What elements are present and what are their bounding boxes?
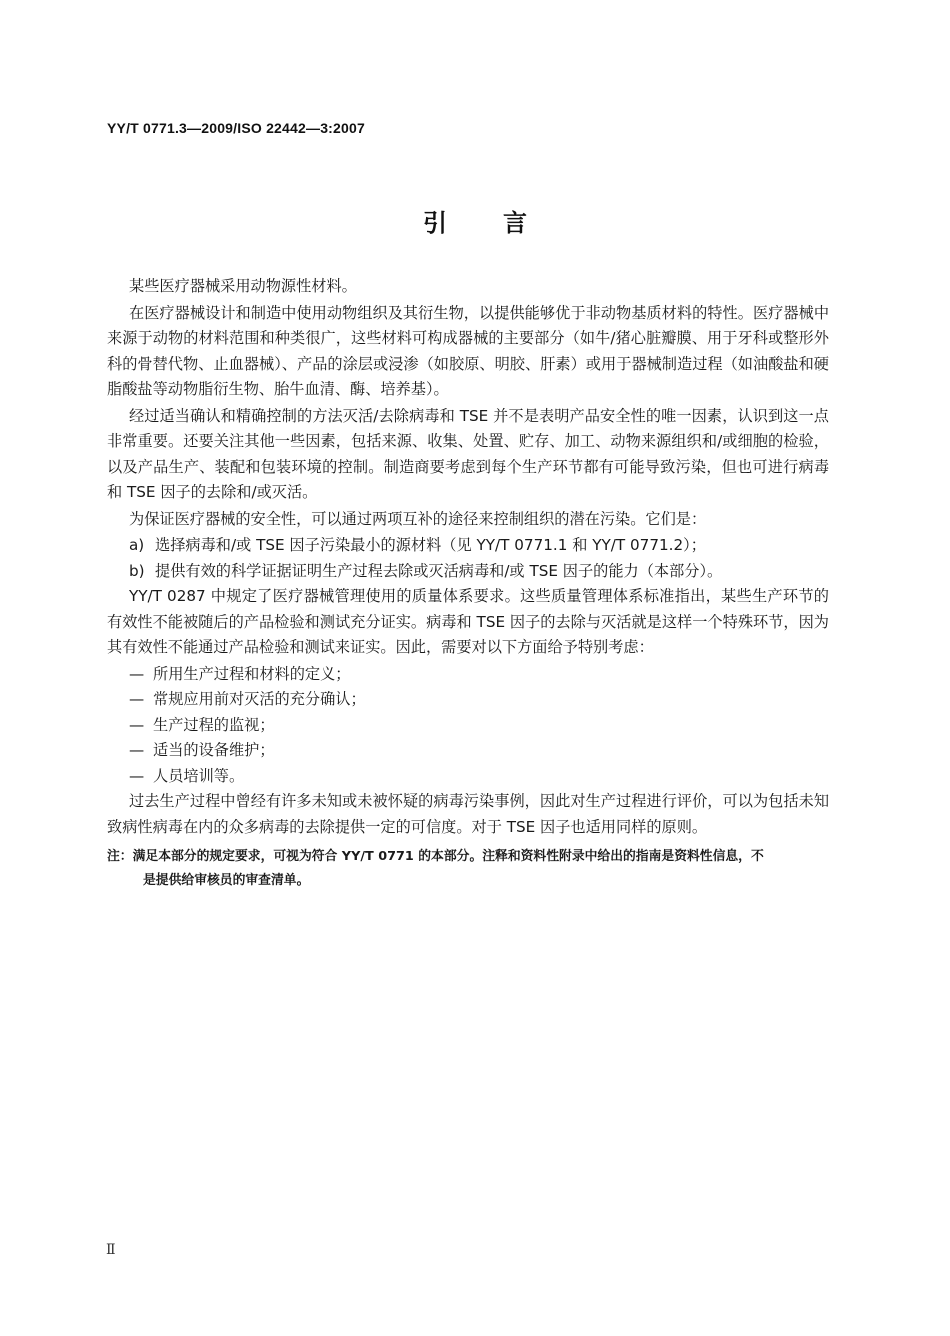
dash-marker: —	[129, 690, 145, 708]
list-item-a	[107, 533, 829, 559]
note-line-2: 是提供给审核员的审查清单。	[143, 873, 310, 888]
dash-item	[107, 713, 829, 739]
paragraph-1: 某些医疗器械采用动物源性材料。	[129, 277, 357, 295]
dash-item	[107, 738, 829, 764]
list-item-text: 提供有效的科学证据证明生产过程去除或灭活病毒和/或 TSE 因子的能力（本部分）。	[155, 561, 723, 580]
dash-marker: —	[129, 715, 145, 734]
page-number: Ⅱ	[106, 1242, 116, 1258]
list-item-text: 选择病毒和/或 TSE 因子污染最小的源材料（见 YY/T 0771.1 和 YY/T 0771.2）；	[155, 536, 706, 554]
section-title: 引言	[423, 209, 583, 237]
dash-item-text: 人员培训等。	[153, 766, 245, 785]
list-marker: b)	[129, 561, 145, 580]
paragraph-3: 经过适当确认和精确控制的方法灭活/去除病毒和 TSE 并不是表明产品安全性的唯一因素，认识到这一点非常重要。还要关注其他一些因素，包括来源、收集、处置、贮存、加工、动物来源组织和/或细胞的检验，以及产品生产、装配和包装环境的控制。制造商要考虑到每个生产环节都有可能导致污染，但也可进行病毒和 TSE 因子的去除和/或灭活。	[107, 406, 829, 501]
dash-marker: —	[129, 664, 145, 683]
note-label: 注：	[107, 849, 133, 864]
dash-item	[107, 662, 829, 688]
dash-marker: —	[129, 741, 145, 759]
paragraph-5: YY/T 0287 中规定了医疗器械管理使用的质量体系要求。这些质量管理体系标准指出，某些生产环节的有效性不能被随后的产品检验和测试充分证实。病毒和 TSE 因子的去除与灭活就是这样一个特殊环节，因为其有效性不能通过产品检验和测试来证实。因此，需要对以下方面给予特别考虑：	[107, 587, 829, 656]
dash-item	[107, 764, 829, 790]
dash-item-text: 常规应用前对灭活的充分确认；	[153, 690, 366, 708]
note-line-1: 满足本部分的规定要求，可视为符合 YY/T 0771 的本部分。注释和资料性附录中给出的指南是资料性信息，不	[132, 849, 764, 864]
paragraph-4: 为保证医疗器械的安全性，可以通过两项互补的途径来控制组织的潜在污染。它们是：	[129, 509, 707, 528]
introduction-body	[107, 274, 829, 841]
note-block	[107, 845, 842, 893]
dash-item-text: 适当的设备维护；	[153, 741, 275, 759]
list-marker: a)	[129, 536, 145, 554]
list-item-b	[107, 559, 829, 585]
dash-item-text: 所用生产过程和材料的定义；	[153, 664, 351, 683]
dash-marker: —	[129, 766, 145, 785]
paragraph-6: 过去生产过程中曾经有许多未知或未被怀疑的病毒污染事例，因此对生产过程进行评价，可以为包括未知致病性病毒在内的众多病毒的去除提供一定的可信度。对于 TSE 因子也适用同样的原则。	[107, 792, 829, 836]
dash-item	[107, 687, 829, 713]
paragraph-2: 在医疗器械设计和制造中使用动物组织及其衍生物，以提供能够优于非动物基质材料的特性。医疗器械中来源于动物的材料范围和种类很广，这些材料可构成器械的主要部分（如牛/猪心脏瓣膜、用于牙科或整形外科的骨替代物、止血器械）、产品的涂层或浸渗（如胶原、明胶、肝素）或用于器械制造过程（如油酸盐和硬脂酸盐等动物脂衍生物、胎牛血清、酶、培养基）。	[107, 303, 829, 398]
standard-code-header: YY/T 0771.3—2009/ISO 22442—3:2007	[107, 120, 365, 136]
dash-item-text: 生产过程的监视；	[153, 715, 275, 734]
